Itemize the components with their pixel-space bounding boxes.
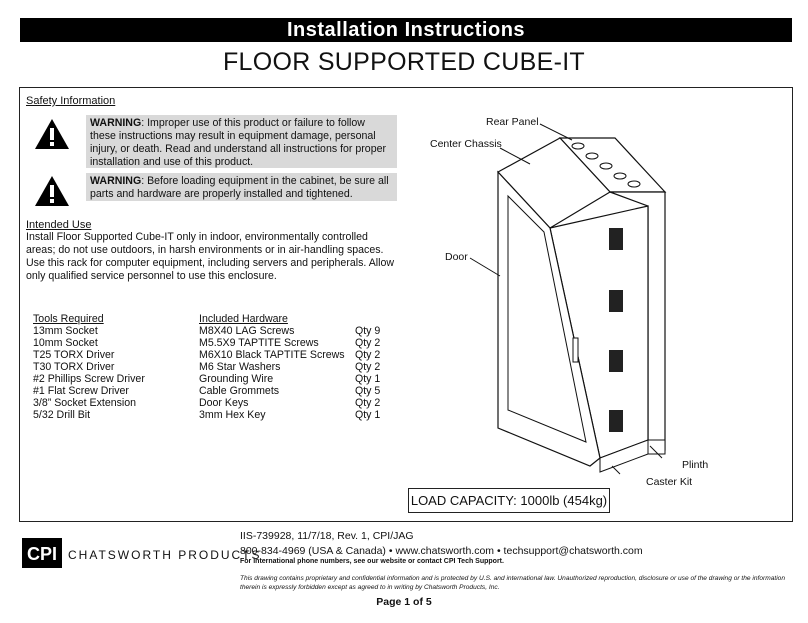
hardware-item: M8X40 LAG Screws xyxy=(199,325,295,337)
warning-label: WARNING xyxy=(90,175,142,187)
safety-heading: Safety Information xyxy=(26,95,116,107)
callout-center-chassis: Center Chassis xyxy=(430,138,502,150)
warning-box-1 xyxy=(86,115,397,168)
hardware-qty: Qty 1 xyxy=(355,409,381,421)
svg-text:CPI: CPI xyxy=(26,544,58,564)
cpi-logo-icon xyxy=(22,538,62,568)
tool-item: T25 TORX Driver xyxy=(33,349,115,361)
warning-label: WARNING xyxy=(90,117,142,129)
load-capacity: LOAD CAPACITY: 1000lb (454kg) xyxy=(408,488,610,513)
hardware-item: Door Keys xyxy=(199,397,249,409)
callout-caster-kit: Caster Kit xyxy=(646,476,693,488)
page-number: Page 1 of 5 xyxy=(376,596,432,608)
hardware-qty: Qty 2 xyxy=(355,349,381,361)
legal-notice: This drawing contains proprietary and confidential information and is protected by U.S. and international law. Unauthorized reproduction, disclosure or use of the drawing or the information therein is expressly forbidden except as agreed to in writing by Chatsworth Products, Inc. xyxy=(240,575,786,591)
company-name: CHATSWORTH PRODUCTS xyxy=(68,548,262,562)
tool-item: 13mm Socket xyxy=(33,325,98,337)
hardware-qty: Qty 2 xyxy=(355,337,381,349)
warning-box-2 xyxy=(86,173,397,201)
warning-icon xyxy=(34,118,70,150)
hardware-item: M6X10 Black TAPTITE Screws xyxy=(199,349,345,361)
callout-plinth: Plinth xyxy=(682,459,709,471)
tool-item: 5/32 Drill Bit xyxy=(33,409,91,421)
intl-note: For international phone numbers, see our website or contact CPI Tech Support. xyxy=(240,558,504,565)
tools-heading: Tools Required xyxy=(33,313,104,325)
document-title: Installation Instructions xyxy=(20,18,792,42)
intended-use-text: Install Floor Supported Cube-IT only in indoor, environmentally controlled areas; do not use outdoors, in harsh environments or in air-handling spaces. Use this rack for computer equipment, including servers and peripherals. Allow only qualified service personnel to use this enclosure. xyxy=(26,231,395,282)
warning-icon xyxy=(34,175,70,207)
tool-item: 10mm Socket xyxy=(33,337,98,349)
tool-item: 3/8” Socket Extension xyxy=(33,397,137,409)
doc-id: IIS-739928, 11/7/18, Rev. 1, CPI/JAG xyxy=(240,530,414,542)
hardware-qty-list xyxy=(355,325,380,421)
cabinet-illustration xyxy=(400,110,700,480)
hardware-qty: Qty 1 xyxy=(355,373,381,385)
company-logo xyxy=(22,538,262,573)
warning-text: : Improper use of this product or failure to follow these instructions may result in equipment damage, personal injury, or death. Read and understand all instructions for proper installation and use of this product. xyxy=(90,117,387,168)
hardware-item: Cable Grommets xyxy=(199,385,280,397)
tool-item: T30 TORX Driver xyxy=(33,361,115,373)
hardware-heading: Included Hardware xyxy=(199,313,288,325)
hardware-qty: Qty 2 xyxy=(355,361,381,373)
product-title: FLOOR SUPPORTED CUBE-IT xyxy=(222,48,586,76)
hardware-qty: Qty 9 xyxy=(355,325,381,337)
tool-item: #1 Flat Screw Driver xyxy=(33,385,129,397)
hardware-item: Grounding Wire xyxy=(199,373,274,385)
contact-line: 800-834-4969 (USA & Canada) • www.chatsworth.com • techsupport@chatsworth.com xyxy=(240,545,643,557)
hardware-item: M6 Star Washers xyxy=(199,361,281,373)
hardware-list xyxy=(199,313,345,421)
hardware-item: M5.5X9 TAPTITE Screws xyxy=(199,337,319,349)
hardware-qty: Qty 5 xyxy=(355,385,381,397)
tools-list xyxy=(33,313,145,421)
callout-door: Door xyxy=(445,251,468,263)
callout-rear-panel: Rear Panel xyxy=(486,116,539,128)
warning-text: : Before loading equipment in the cabinet, be sure all parts and hardware are properly installed and tightened. xyxy=(90,175,389,200)
hardware-qty: Qty 2 xyxy=(355,397,381,409)
tool-item: #2 Phillips Screw Driver xyxy=(33,373,145,385)
intended-use-heading: Intended Use xyxy=(26,219,92,231)
hardware-item: 3mm Hex Key xyxy=(199,409,266,421)
